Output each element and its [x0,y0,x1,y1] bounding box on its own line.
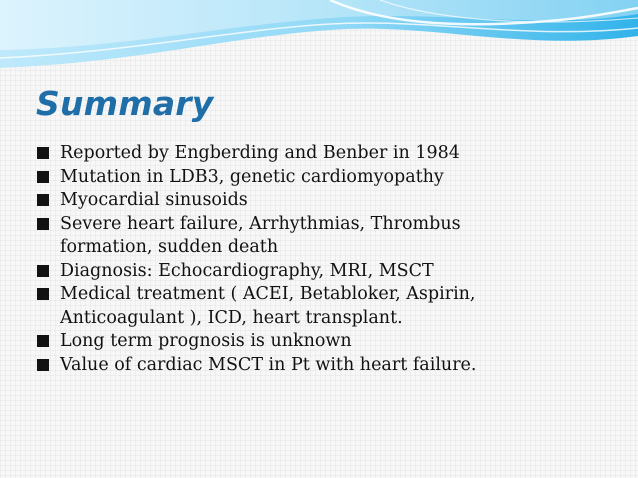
square-bullet-icon [36,193,50,207]
list-item [34,142,624,166]
list-item [34,260,624,284]
square-bullet-icon [36,264,50,278]
square-bullet-icon [36,287,50,301]
bullet-text: Myocardial sinusoids [60,190,248,210]
bullet-text-continuation: formation, sudden death [60,237,279,257]
bullet-text: Long term prognosis is unknown [60,331,352,351]
list-item [34,166,624,190]
slide-title: Summary [36,84,214,123]
bullet-text: Mutation in LDB3, genetic cardiomyopathy [60,166,444,187]
list-item [34,213,624,260]
list-item [34,283,624,330]
bullet-text: Value of cardiac MSCT in Pt with heart failure. [60,354,477,375]
list-item [34,189,624,213]
list-item [34,330,624,354]
bullet-text: Reported by Engberding and Benber in 1984 [60,143,460,163]
square-bullet-icon [36,170,50,184]
bullet-text-continuation: Anticoagulant ), ICD, heart transplant. [60,307,403,328]
square-bullet-icon [36,146,50,160]
square-bullet-icon [36,217,50,231]
list-item [34,354,624,378]
bullet-text: Diagnosis: Echocardiography, MRI, MSCT [60,260,434,281]
bullet-list [34,142,624,377]
square-bullet-icon [36,334,50,348]
square-bullet-icon [36,358,50,372]
wave-banner-decoration [0,0,638,75]
bullet-text: Medical treatment ( ACEI, Betabloker, Aspirin, [60,284,476,304]
bullet-text: Severe heart failure, Arrhythmias, Thrombus [60,213,461,234]
